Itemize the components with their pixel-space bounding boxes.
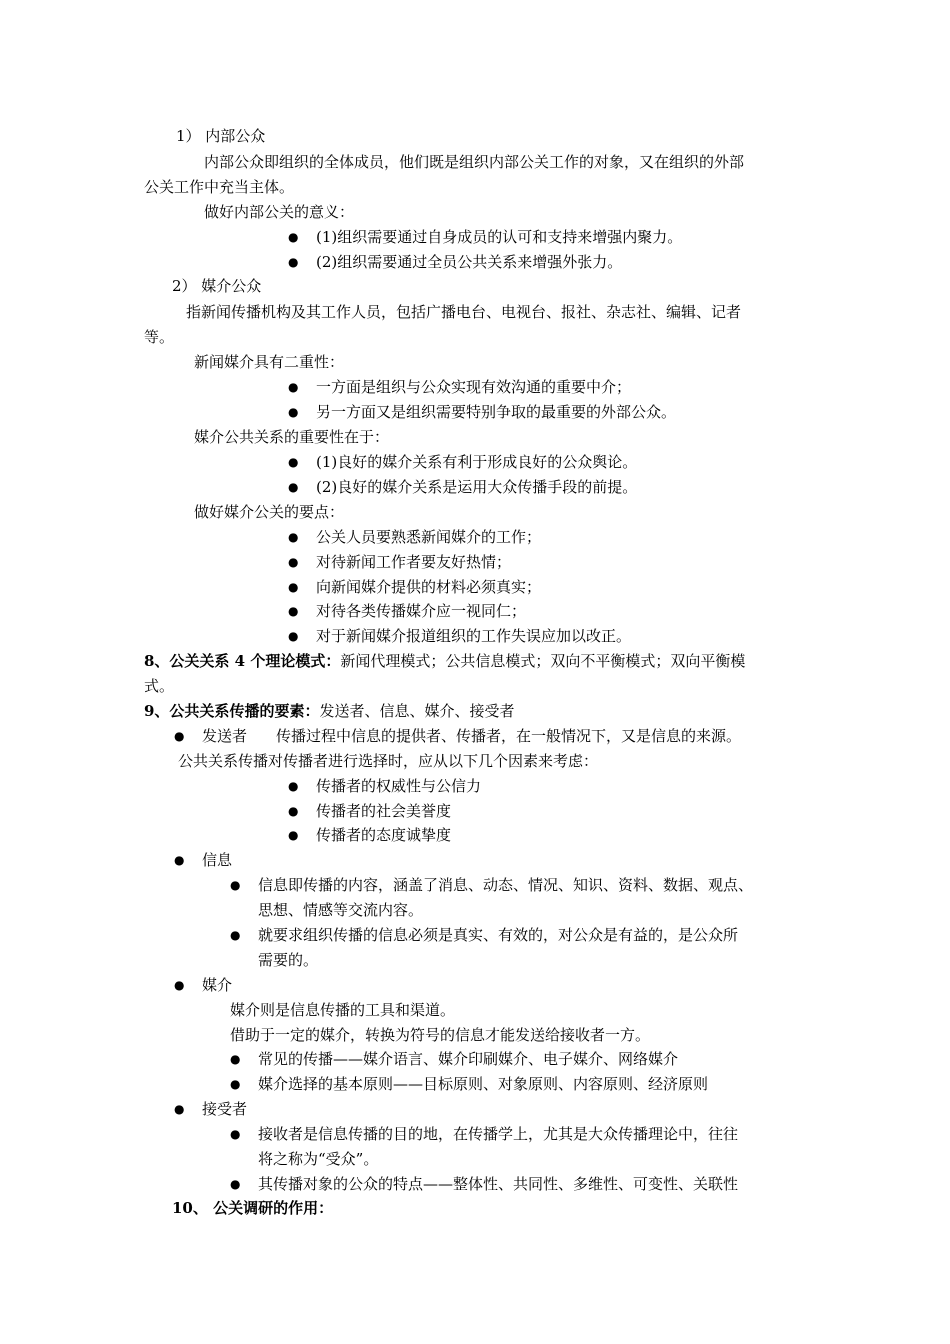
bullet-icon <box>288 825 298 845</box>
bullet-icon <box>230 875 240 895</box>
section-10-heading: 10、 公关调研的作用： <box>172 1199 334 1217</box>
bullet-icon <box>288 601 298 621</box>
bullet-icon <box>288 626 298 646</box>
media-label: 媒介 <box>202 976 233 994</box>
list-item: 一方面是组织与公众实现有效沟通的重要中介； <box>316 378 632 396</box>
bullet-icon <box>288 477 298 497</box>
internal-public-desc-2: 公关工作中充当主体。 <box>144 178 295 196</box>
list-item: 对待各类传播媒介应一视同仁； <box>316 602 527 620</box>
list-item: 向新闻媒介提供的材料必须真实； <box>316 578 542 596</box>
list-item: 对于新闻媒介报道组织的工作失误应加以改正。 <box>316 627 632 645</box>
list-item: (2)良好的媒介关系是运用大众传播手段的前提。 <box>316 478 638 496</box>
bullet-icon <box>288 402 298 422</box>
list-item-cont: 思想、情感等交流内容。 <box>258 901 424 919</box>
list-item: (1)组织需要通过自身成员的认可和支持来增强内聚力。 <box>316 228 683 246</box>
section-9-text: 发送者、信息、媒介、接受者 <box>319 702 515 720</box>
info-label: 信息 <box>202 851 233 869</box>
bullet-icon <box>288 801 298 821</box>
internal-pr-meaning-title: 做好内部公关的意义： <box>204 203 355 221</box>
list-item: 传播者的态度诚挚度 <box>316 826 452 844</box>
section-8-line <box>144 651 745 671</box>
sender-consider: 公共关系传播对传播者进行选择时，应从以下几个因素来考虑： <box>178 752 599 770</box>
list-item: 接收者是信息传播的目的地，在传播学上，尤其是大众传播理论中，往往 <box>258 1125 739 1143</box>
internal-public-heading: 1） 内部公众 <box>176 127 266 145</box>
receiver-label: 接受者 <box>202 1100 248 1118</box>
media-importance-title: 媒介公共关系的重要性在于： <box>194 428 390 446</box>
list-item: 常见的传播——媒介语言、媒介印刷媒介、电子媒介、网络媒介 <box>258 1050 679 1068</box>
bullet-icon <box>230 925 240 945</box>
list-item-cont: 需要的。 <box>258 951 319 969</box>
bullet-icon <box>288 227 298 247</box>
media-line-1: 媒介则是信息传播的工具和渠道。 <box>230 1001 456 1019</box>
list-item: 传播者的权威性与公信力 <box>316 777 482 795</box>
media-pr-keys-title: 做好媒介公关的要点： <box>194 503 345 521</box>
bullet-icon <box>288 577 298 597</box>
bullet-icon <box>288 776 298 796</box>
list-item: 其传播对象的公众的特点——整体性、共同性、多维性、可变性、关联性 <box>258 1175 739 1193</box>
media-public-desc-2: 等。 <box>144 328 175 346</box>
bullet-icon <box>288 452 298 472</box>
list-item-cont: 将之称为“受众”。 <box>258 1150 379 1168</box>
sender-desc: 传播过程中信息的提供者、传播者，在一般情况下，又是信息的来源。 <box>276 727 742 745</box>
bullet-icon <box>174 1099 184 1119</box>
bullet-icon <box>230 1049 240 1069</box>
list-item: 公关人员要熟悉新闻媒介的工作； <box>316 528 542 546</box>
section-9-heading: 9、公共关系传播的要素： <box>144 702 320 720</box>
list-item: 信息即传播的内容，涵盖了消息、动态、情况、知识、资料、数据、观点、 <box>258 876 754 894</box>
list-item: 媒介选择的基本原则——目标原则、对象原则、内容原则、经济原则 <box>258 1075 709 1093</box>
bullet-icon <box>288 552 298 572</box>
bullet-icon <box>288 252 298 272</box>
list-item: 就要求组织传播的信息必须是真实、有效的，对公众是有益的，是公众所 <box>258 926 739 944</box>
list-item: (2)组织需要通过全员公共关系来增强外张力。 <box>316 253 623 271</box>
section-8-text-2: 式。 <box>144 677 175 695</box>
section-8-text: 新闻代理模式；公共信息模式；双向不平衡模式；双向平衡模 <box>340 652 746 670</box>
list-item: 对待新闻工作者要友好热情； <box>316 553 512 571</box>
media-line-2: 借助于一定的媒介，转换为符号的信息才能发送给接收者一方。 <box>230 1026 651 1044</box>
bullet-icon <box>174 975 184 995</box>
internal-public-desc-1: 内部公众即组织的全体成员，他们既是组织内部公关工作的对象，又在组织的外部 <box>204 153 745 171</box>
list-item: 另一方面又是组织需要特别争取的最重要的外部公众。 <box>316 403 677 421</box>
sender-label: 发送者 <box>202 727 248 745</box>
bullet-icon <box>230 1074 240 1094</box>
media-public-desc-1: 指新闻传播机构及其工作人员，包括广播电台、电视台、报社、杂志社、编辑、记者 <box>186 303 742 321</box>
bullet-icon <box>230 1174 240 1194</box>
section-9-line <box>144 701 514 721</box>
media-public-heading: 2） 媒介公众 <box>172 277 262 295</box>
list-item: (1)良好的媒介关系有利于形成良好的公众舆论。 <box>316 453 638 471</box>
bullet-icon <box>288 377 298 397</box>
bullet-icon <box>174 726 184 746</box>
bullet-icon <box>230 1124 240 1144</box>
media-duality-title: 新闻媒介具有二重性： <box>194 353 345 371</box>
bullet-icon <box>288 527 298 547</box>
section-8-heading: 8、公关关系 4 个理论模式： <box>144 652 341 670</box>
list-item: 传播者的社会美誉度 <box>316 802 452 820</box>
bullet-icon <box>174 850 184 870</box>
